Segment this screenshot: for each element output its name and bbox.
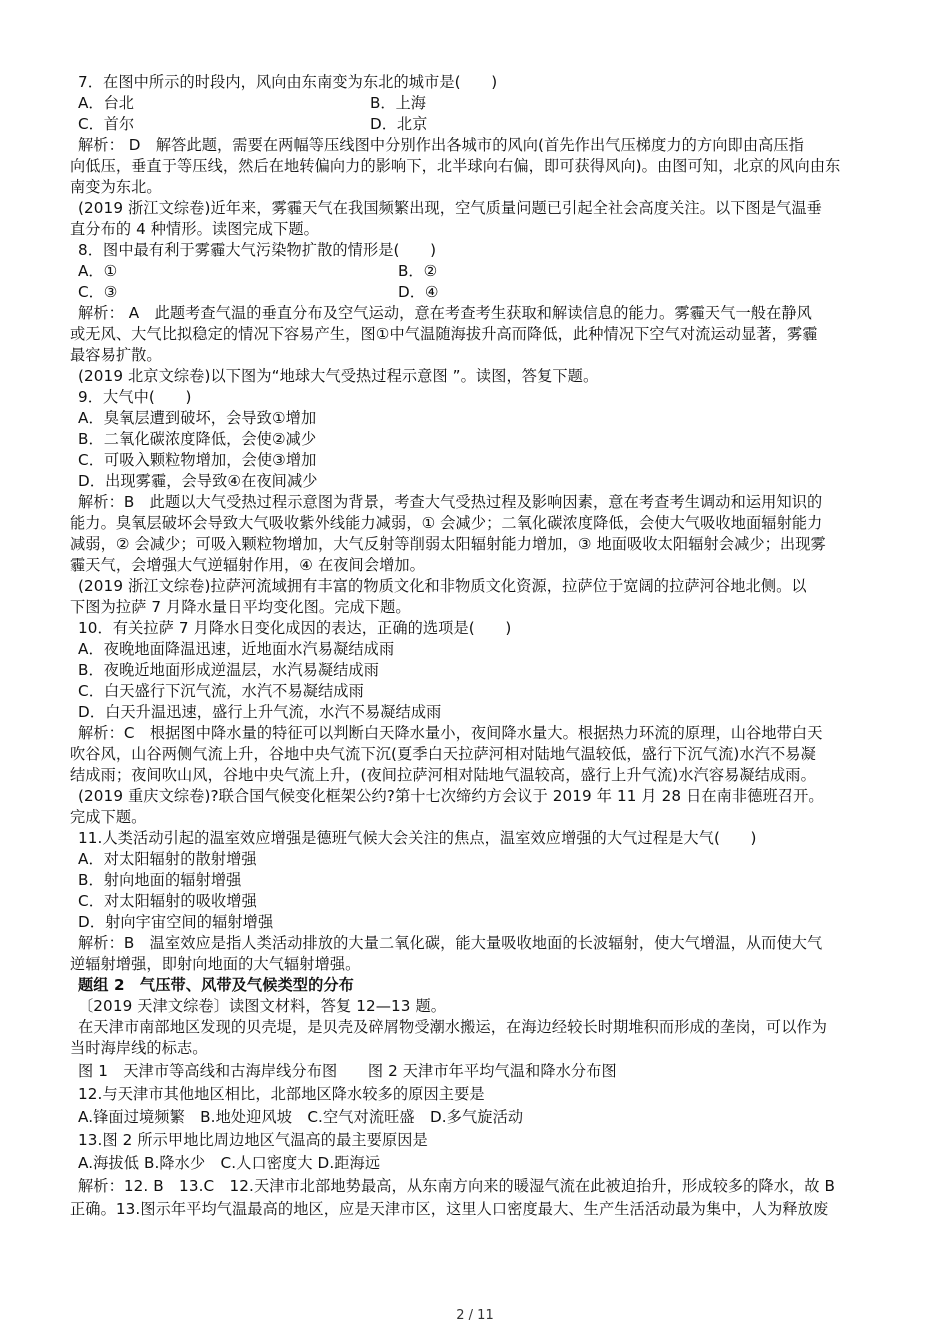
q10-explanation-line: 解析：C 根据图中降水量的特征可以判断白天降水量小，夜间降水量大。根据热力环流的原理，山谷地带白天 [78,724,823,742]
q9-option-a: A．臭氧层遭到破坏，会导致①增加 [78,409,317,427]
q10-option-a: A．夜晚地面降温迅速，近地面水汽易凝结成雨 [78,640,395,658]
q9-option-c: C．可吸入颗粒物增加，会使③增加 [78,451,317,469]
q12-13-explanation-line: 正确。13.图示年平均气温最高的地区，应是天津市区，这里人口密度最大、生产生活活动最为集中，人为释放废 [70,1200,829,1218]
q10-intro-line: 下图为拉萨 7 月降水量日平均变化图。完成下题。 [70,598,411,616]
q12-options: A.锋面过境频繁 B.地处迎风坡 C.空气对流旺盛 D.多气旋活动 [78,1108,524,1126]
group2-source: 〔2019 天津文综卷〕读图文材料，答复 12—13 题。 [78,997,447,1015]
q11-explanation-line: 解析：B 温室效应是指人类活动排放的大量二氧化碳，能大量吸收地面的长波辐射，使大气增温，从而使大气 [78,934,823,952]
q11-stem: 11.人类活动引起的温室效应增强是德班气候大会关注的焦点，温室效应增强的大气过程是大气( ) [78,829,757,847]
q11-option-a: A．对太阳辐射的散射增强 [78,850,257,868]
q7-option-b: B．上海 [370,94,426,112]
q7-explanation-line: 解析： D 解答此题，需要在两幅等压线图中分别作出各城市的风向(首先作出气压梯度力的方向即由高压指 [78,136,804,154]
q10-stem: 10．有关拉萨 7 月降水日变化成因的表达，正确的选项是( ) [78,619,512,637]
q7-option-a: A．台北 [78,94,134,112]
q11-option-c: C．对太阳辐射的吸收增强 [78,892,257,910]
q9-option-d: D．出现雾霾，会导致④在夜间减少 [78,472,318,490]
q9-option-b: B．二氧化碳浓度降低，会使②减少 [78,430,317,448]
group2-material-line: 当时海岸线的标志。 [70,1039,208,1057]
q8-stem: 8．图中最有利于雾霾大气污染物扩散的情形是( ) [78,241,437,259]
group2-heading: 题组 2 气压带、风带及气候类型的分布 [78,976,354,994]
q7-explanation-line: 向低压，垂直于等压线，然后在地转偏向力的影响下，北半球向右偏，即可获得风向)。由图可知，北京的风向由东 [70,157,841,175]
q10-option-b: B．夜晚近地面形成逆温层，水汽易凝结成雨 [78,661,379,679]
q8-intro-line: 直分布的 4 种情形。读图完成下题。 [70,220,319,238]
q11-explanation-line: 逆辐射增强，即射向地面的大气辐射增强。 [70,955,361,973]
q10-option-d: D．白天升温迅速，盛行上升气流，水汽不易凝结成雨 [78,703,442,721]
group2-material-line: 在天津市南部地区发现的贝壳堤，是贝壳及碎屑物受潮水搬运，在海边经较长时期堆积而形成的垄岗，可以作为 [78,1018,828,1036]
q8-intro-line: (2019 浙江文综卷)近年来，雾霾天气在我国频繁出现，空气质量问题已引起全社会高度关注。以下图是气温垂 [78,199,822,217]
q12-13-explanation-line: 解析：12. B 13.C 12.天津市北部地势最高，从东南方向来的暖湿气流在此被迫抬升，形成较多的降水，故 B [78,1177,836,1195]
q11-intro-line: (2019 重庆文综卷)?联合国气候变化框架公约?第十七次缔约方会议于 2019 年 11 月 28 日在南非德班召开。 [78,787,824,805]
q7-option-c: C．首尔 [78,115,135,133]
q8-option-c: C．③ [78,283,118,301]
q8-explanation-line: 或无风、大气比拟稳定的情况下容易产生，图①中气温随海拔升高而降低，此种情况下空气对流运动显著，雾霾 [70,325,818,343]
q7-stem: 7．在图中所示的时段内，风向由东南变为东北的城市是( ) [78,73,498,91]
q8-option-b: B．② [398,262,438,280]
q10-explanation-line: 吹谷风，山谷两侧气流上升，谷地中央气流下沉(夏季白天拉萨河相对陆地气温较低，盛行下沉气流)水汽不易凝 [70,745,816,763]
q9-explanation-line: 减弱，② 会减少；可吸入颗粒物增加，大气反射等削弱太阳辐射能力增加，③ 地面吸收太阳辐射会减少；出现雾 [70,535,826,553]
q10-intro-line: (2019 浙江文综卷)拉萨河流域拥有丰富的物质文化和非物质文化资源，拉萨位于宽阔的拉萨河谷地北侧。以 [78,577,807,595]
q8-explanation-line: 解析： A 此题考查气温的垂直分布及空气运动，意在考查考生获取和解读信息的能力。雾霾天气一般在静风 [78,304,812,322]
q9-explanation-line: 能力。臭氧层破坏会导致大气吸收紫外线能力减弱，① 会减少；二氧化碳浓度降低，会使大气吸收地面辐射能力 [70,514,823,532]
q8-option-d: D．④ [398,283,439,301]
q11-option-d: D．射向宇宙空间的辐射增强 [78,913,274,931]
q13-options: A.海拔低 B.降水少 C.人口密度大 D.距海远 [78,1154,381,1172]
page-number: 2 / 11 [456,1308,494,1323]
q9-explanation-line: 霾天气，会增强大气逆辐射作用，④ 在夜间会增加。 [70,556,425,574]
q9-explanation-line: 解析：B 此题以大气受热过程示意图为背景，考查大气受热过程及影响因素，意在考查考生调动和运用知识的 [78,493,823,511]
q9-intro: (2019 北京文综卷)以下图为“地球大气受热过程示意图 ”。读图，答复下题。 [78,367,599,385]
q11-intro-line: 完成下题。 [70,808,147,826]
q11-option-b: B．射向地面的辐射增强 [78,871,242,889]
q12-stem: 12.与天津市其他地区相比，北部地区降水较多的原因主要是 [78,1085,485,1103]
group2-figure-captions: 图 1 天津市等高线和古海岸线分布图 图 2 天津市年平均气温和降水分布图 [78,1062,617,1080]
q8-explanation-line: 最容易扩散。 [70,346,162,364]
q8-option-a: A．① [78,262,118,280]
q10-explanation-line: 结成雨；夜间吹山风，谷地中央气流上升，(夜间拉萨河相对陆地气温较高，盛行上升气流)水汽容易凝结成雨。 [70,766,816,784]
q10-option-c: C．白天盛行下沉气流，水汽不易凝结成雨 [78,682,364,700]
q13-stem: 13.图 2 所示甲地比周边地区气温高的最主要原因是 [78,1131,428,1149]
q7-explanation-line: 南变为东北。 [70,178,162,196]
q7-option-d: D．北京 [370,115,428,133]
q9-stem: 9．大气中( ) [78,388,192,406]
